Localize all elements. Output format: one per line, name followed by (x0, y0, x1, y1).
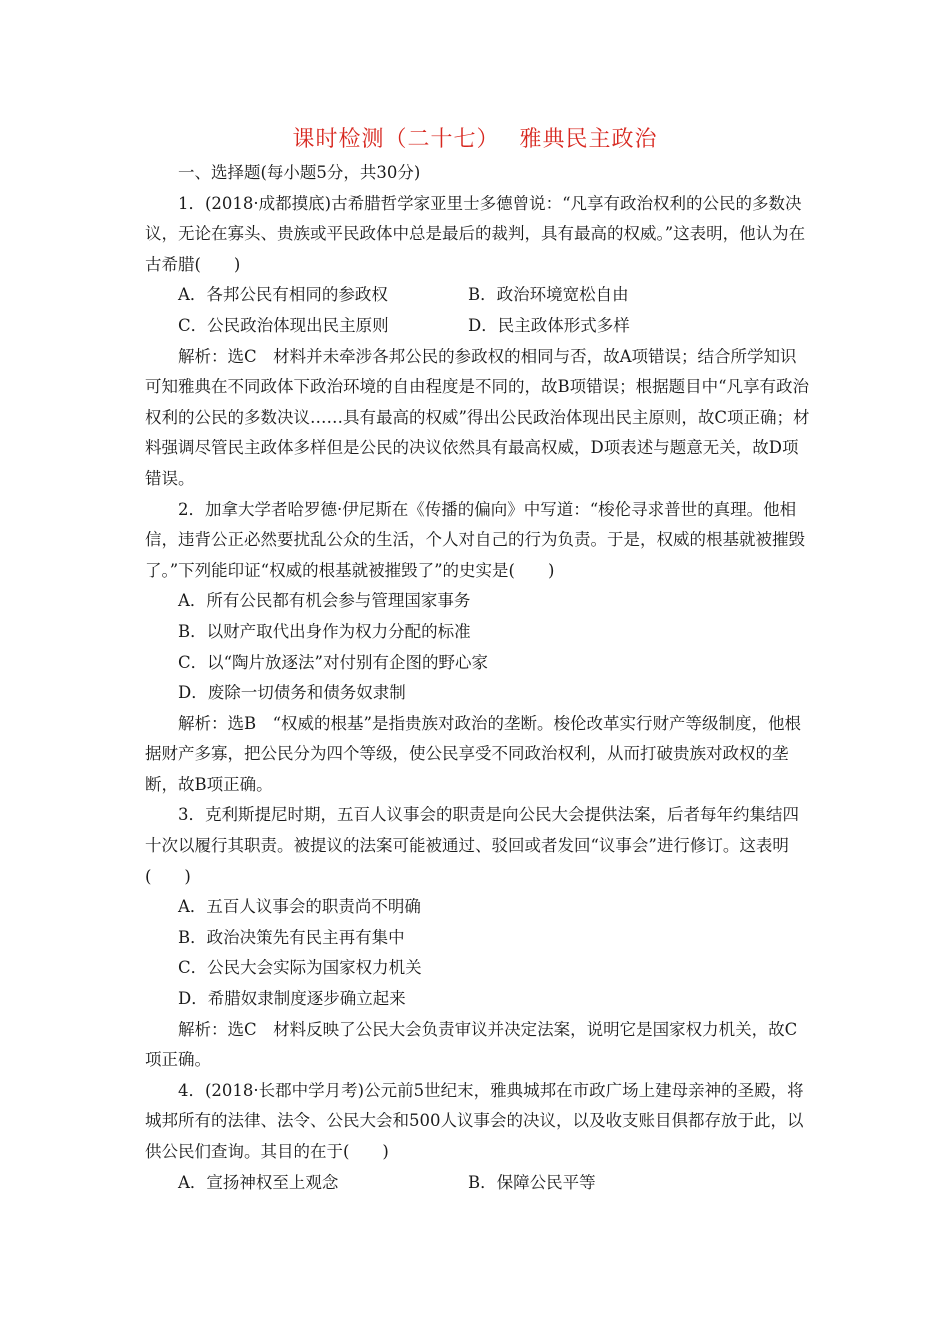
question-2-analysis: 解析：选B “权威的根基”是指贵族对政治的垄断。梭伦改革实行财产等级制度，他根据财产多寡，把公民分为四个等级，使公民享受不同政治权利，从而打破贵族对政权的垄断，故B项正确。 (145, 713, 801, 794)
document-body (145, 158, 813, 1198)
question-2-option-a: A．所有公民都有机会参与管理国家事务 (178, 591, 471, 611)
question-3-option-c: C．公民大会实际为国家权力机关 (178, 958, 422, 978)
question-3-analysis: 解析：选C 材料反映了公民大会负责审议并决定法案，说明它是国家权力机关，故C项正确。 (145, 1019, 798, 1070)
question-2-option-c: C．以“陶片放逐法”对付别有企图的野心家 (178, 652, 488, 672)
question-4-option-a: A．宣扬神权至上观念 (178, 1172, 339, 1192)
question-1-stem: 1．(2018·成都摸底)古希腊哲学家亚里士多德曾说：“凡享有政治权利的公民的多数决议，无论在寡头、贵族或平民政体中总是最后的裁判，具有最高的权威。”这表明，他认为在古希腊( ) (145, 193, 806, 274)
page-title (0, 122, 950, 153)
question-1-option-a: A．各邦公民有相同的参政权 (178, 285, 388, 305)
title-main: 课时检测（二十七） (292, 127, 500, 152)
question-3-option-a: A．五百人议事会的职责尚不明确 (178, 897, 421, 917)
section-header: 一、选择题(每小题5分，共30分) (178, 163, 421, 182)
question-4-options-row-1 (145, 1168, 813, 1199)
question-1-option-b: B．政治环境宽松自由 (468, 285, 629, 305)
question-3-option-d: D．希腊奴隶制度逐步确立起来 (178, 989, 406, 1009)
question-1-analysis: 解析：选C 材料并未牵涉各邦公民的参政权的相同与否，故A项错误；结合所学知识可知雅典在不同政体下政治环境的自由程度是不同的，故B项错误；根据题目中“凡享有政治权利的公民的多数决议……具有最高的权威”得出公民政治体现出民主原则，故C项正确；材料强调尽管民主政体多样但是公民的决议依然具有最高权威，D项表述与题意无关，故D项错误。 (145, 346, 810, 488)
question-1-options-row-1 (145, 280, 813, 311)
question-3-stem: 3．克利斯提尼时期，五百人议事会的职责是向公民大会提供法案，后者每年约集结四十次以履行其职责。被提议的法案可能被通过、驳回或者发回“议事会”进行修订。这表明( ) (145, 805, 799, 886)
question-4-stem: 4．(2018·长郡中学月考)公元前5世纪末，雅典城邦在市政广场上建母亲神的圣殿，将城邦所有的法律、法令、公民大会和500人议事会的决议，以及收支账目俱都存放于此，以供公民们查询。其目的在于( ) (145, 1080, 804, 1161)
question-1-options-row-2 (145, 311, 813, 342)
question-2-option-b: B．以财产取代出身作为权力分配的标准 (178, 621, 471, 641)
title-sub: 雅典民主政治 (519, 127, 658, 152)
question-4-option-b: B．保障公民平等 (468, 1172, 596, 1192)
question-1-option-d: D．民主政体形式多样 (468, 315, 630, 335)
question-1-option-c: C．公民政治体现出民主原则 (178, 315, 389, 335)
question-2-stem: 2．加拿大学者哈罗德·伊尼斯在《传播的偏向》中写道：“梭伦寻求普世的真理。他相信，违背公正必然要扰乱公众的生活，个人对自己的行为负责。于是，权威的根基就被摧毁了。”下列能印证“权威的根基就被摧毁了”的史实是( ) (145, 499, 805, 580)
question-2-option-d: D．废除一切债务和债务奴隶制 (178, 683, 406, 703)
question-3-option-b: B．政治决策先有民主再有集中 (178, 927, 405, 947)
